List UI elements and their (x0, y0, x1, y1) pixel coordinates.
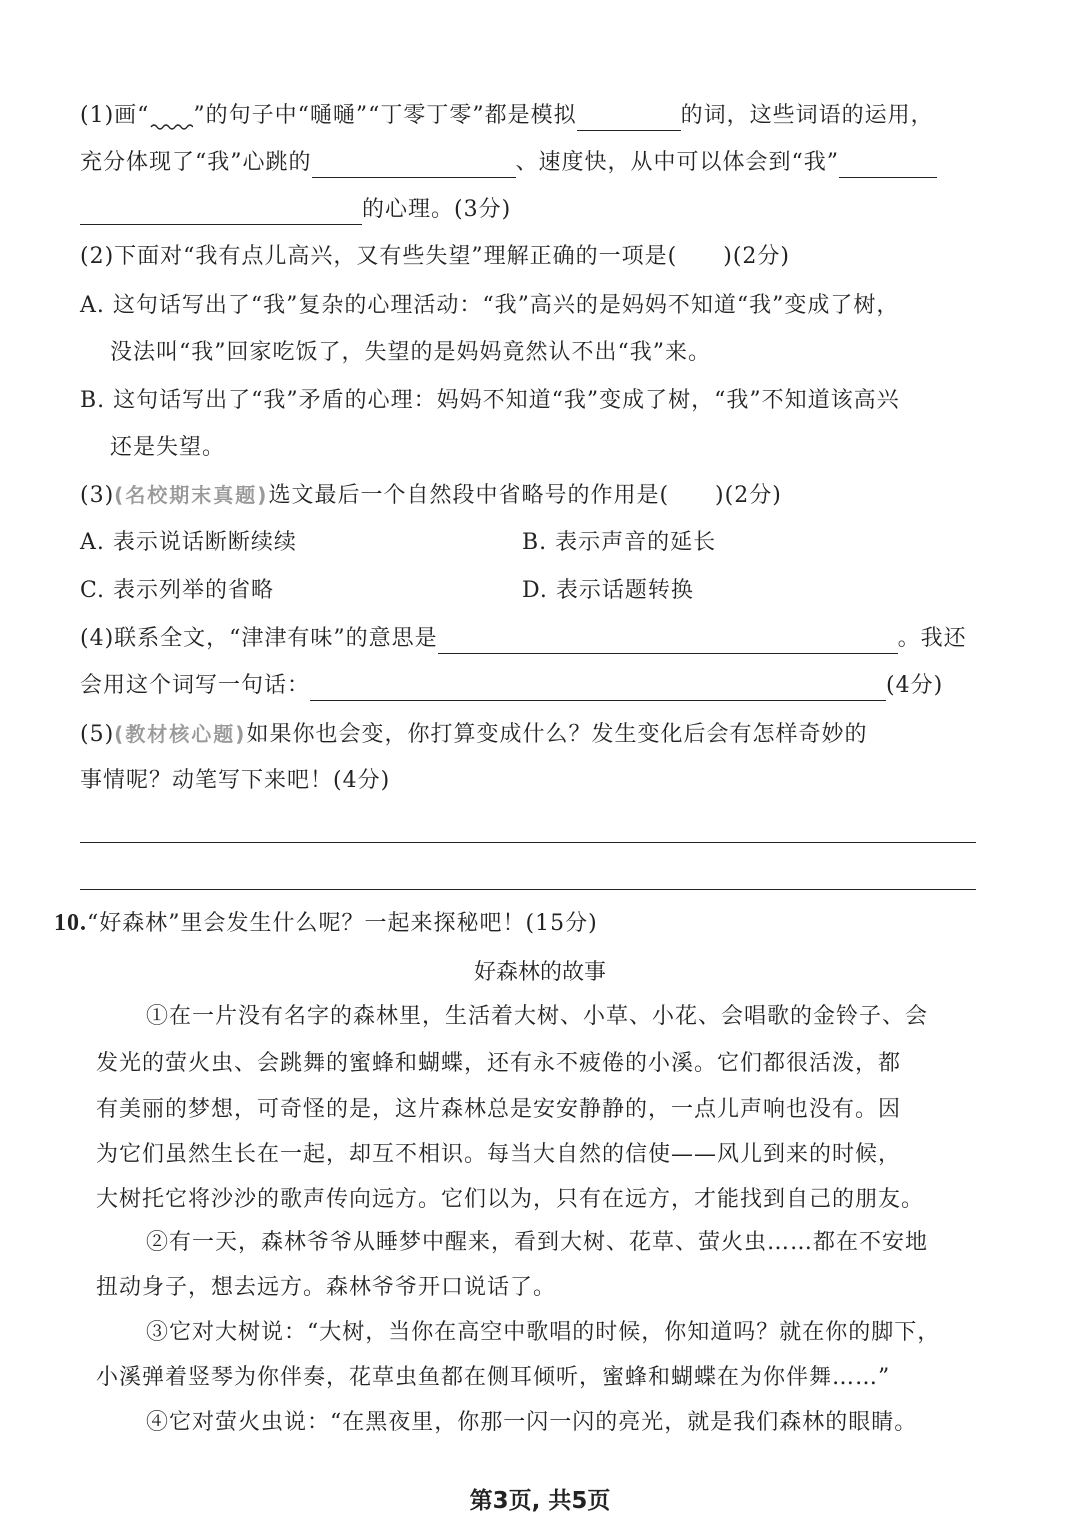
passage-line: 小溪弹着竖琴为你伴奏，花草虫鱼都在侧耳倾听，蜜蜂和蝴蝶在为你伴舞……” (96, 1365, 891, 1390)
passage-line: 扭动身子，想去远方。森林爷爷开口说话了。 (96, 1275, 557, 1300)
q9-1-text-b: ”的句子中“嗵嗵”“丁零丁零”都是模拟 (193, 103, 577, 128)
passage-line: 大树托它将沙沙的歌声传向远方。它们以为，只有在远方，才能找到自己的朋友。 (96, 1187, 925, 1212)
q9-3-stem-a: 选文最后一个自然段中省略号的作用是( (268, 483, 670, 508)
q9-4-text-b: 。我还 (897, 626, 967, 651)
passage-line: ③它对大树说：“大树，当你在高空中歌唱的时候，你知道吗？就在你的脚下， (146, 1320, 941, 1345)
answer-blank[interactable] (839, 153, 937, 178)
writing-line[interactable] (80, 889, 976, 890)
q9-3-number: (3) (80, 483, 115, 508)
writing-line[interactable] (80, 842, 976, 843)
page-number: 第3页, 共5页 (469, 1488, 611, 1514)
answer-blank[interactable] (312, 153, 516, 178)
q9-1-line2 (80, 148, 937, 178)
q10-stem-text: “好森林”里会发生什么呢？一起来探秘吧！(15分) (87, 911, 598, 936)
q9-1-line1 (80, 101, 934, 131)
q9-3-stem (80, 480, 782, 511)
q9-2-stem-b: )(2分) (723, 244, 790, 269)
q9-2-option-b-line2: 还是失望。 (110, 435, 226, 460)
passage-title: 好森林的故事 (473, 960, 606, 985)
passage-line: 为它们虽然生长在一起，却互不相识。每当大自然的信使——风儿到来的时候， (96, 1142, 902, 1167)
q9-5-number: (5) (80, 722, 115, 747)
passage-line: ④它对萤火虫说：“在黑夜里，你那一闪一闪的亮光，就是我们森林的眼睛。 (146, 1410, 918, 1435)
q9-4-line1 (80, 624, 967, 654)
q9-5-text-a: 如果你也会变，你打算变成什么？发生变化后会有怎样奇妙的 (246, 722, 868, 747)
q9-1-text-c: 的词，这些词语的运用， (680, 103, 934, 128)
q9-2-option-a-line2: 没法叫“我”回家吃饭了，失望的是妈妈竟然认不出“我”来。 (110, 340, 711, 365)
q9-1-line3 (80, 195, 511, 225)
q10-stem (54, 908, 598, 939)
q9-3-option-d[interactable]: D. 表示话题转换 (522, 578, 694, 603)
answer-blank[interactable] (577, 106, 681, 131)
q9-2-stem-a: (2)下面对“我有点儿高兴，又有些失望”理解正确的一项是( (80, 244, 678, 269)
q9-4-text-d: (4分) (886, 673, 944, 698)
passage-line: ②有一天，森林爷爷从睡梦中醒来，看到大树、花草、萤火虫……都在不安地 (146, 1230, 929, 1255)
q9-1-text-d: 充分体现了“我”心跳的 (80, 150, 312, 175)
passage-line: 有美丽的梦想，可奇怪的是，这片森林总是安安静静的，一点儿声响也没有。因 (96, 1097, 902, 1122)
q9-4-text-a: (4)联系全文，“津津有味”的意思是 (80, 626, 438, 651)
source-tag: (教材核心题) (114, 722, 247, 746)
q9-1-text-f: 的心理。(3分) (362, 197, 512, 222)
q9-5-line1 (80, 719, 867, 750)
q9-4-text-c: 会用这个词写一句话： (80, 673, 311, 698)
answer-blank[interactable] (438, 629, 898, 654)
answer-blank[interactable] (80, 200, 362, 225)
q9-3-option-b[interactable]: B. 表示声音的延长 (522, 530, 717, 555)
q9-2-option-a-line1[interactable]: A. 这句话写出了“我”复杂的心理活动：“我”高兴的是妈妈不知道“我”变成了树， (80, 293, 900, 318)
q10-number: 10. (54, 910, 87, 936)
q9-1-text-a: (1)画“ (80, 103, 150, 128)
q9-4-line2 (80, 671, 943, 701)
passage-line: ①在一片没有名字的森林里，生活着大树、小草、小花、会唱歌的金铃子、会 (146, 1004, 929, 1029)
passage-line: 发光的萤火虫、会跳舞的蜜蜂和蝴蝶，还有永不疲倦的小溪。它们都很活泼，都 (96, 1051, 902, 1076)
q9-3-option-c[interactable]: C. 表示列举的省略 (80, 578, 275, 603)
q9-3-stem-b: )(2分) (715, 483, 782, 508)
q9-1-text-e: 、速度快，从中可以体会到“我” (515, 150, 839, 175)
q9-2-option-b-line1[interactable]: B. 这句话写出了“我”矛盾的心理：妈妈不知道“我”变成了树，“我”不知道该高兴 (80, 388, 900, 413)
q9-3-option-a[interactable]: A. 表示说话断断续续 (80, 530, 297, 555)
q9-2-stem (80, 242, 790, 272)
answer-blank[interactable] (310, 676, 886, 701)
source-tag: (名校期末真题) (114, 483, 269, 507)
wavy-underline-mark (149, 109, 193, 131)
q9-5-line2: 事情呢？动笔写下来吧！(4分) (80, 768, 391, 793)
